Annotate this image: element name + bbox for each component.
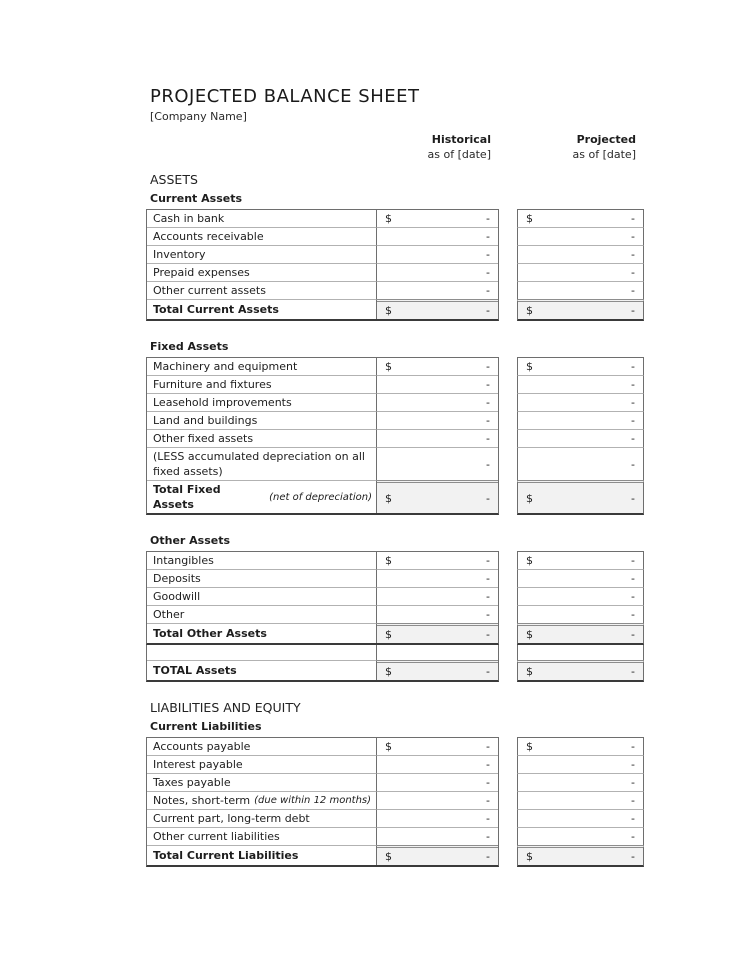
row-label: Machinery and equipment xyxy=(147,357,377,375)
table-fixed-assets xyxy=(146,357,644,515)
projected-value-cell[interactable]: - xyxy=(517,447,644,480)
projected-value-cell[interactable]: - xyxy=(517,827,644,845)
table-row xyxy=(146,569,644,587)
historical-date: as of [date] xyxy=(427,148,491,161)
projected-total-cell[interactable]: $ - xyxy=(517,623,644,645)
table-row xyxy=(146,551,644,569)
row-label: Total Fixed Assets (net of depreciation) xyxy=(147,480,377,513)
total-row xyxy=(146,623,644,645)
table-row xyxy=(146,357,644,375)
historical-value-cell[interactable]: - xyxy=(377,411,498,429)
section-title-liabilities: LIABILITIES AND EQUITY xyxy=(150,700,301,715)
historical-total-cell[interactable]: $ - xyxy=(377,623,498,643)
historical-value-cell[interactable] xyxy=(377,645,498,660)
row-label: Accounts receivable xyxy=(147,227,377,245)
table-row xyxy=(146,263,644,281)
grand-total-row xyxy=(146,660,644,682)
row-label: Total Other Assets xyxy=(147,623,377,643)
projected-value-cell[interactable]: - xyxy=(517,791,644,809)
row-label: Prepaid expenses xyxy=(147,263,377,281)
row-label: Total Current Liabilities xyxy=(147,845,377,865)
row-label: Deposits xyxy=(147,569,377,587)
projected-value-cell[interactable]: $ - xyxy=(517,551,644,569)
projected-label: Projected xyxy=(576,133,636,146)
table-current-assets xyxy=(146,209,644,321)
projected-value-cell[interactable]: - xyxy=(517,773,644,791)
table-row xyxy=(146,227,644,245)
projected-value-cell[interactable]: - xyxy=(517,569,644,587)
projected-value-cell[interactable]: - xyxy=(517,429,644,447)
label-note: (due within 12 months) xyxy=(254,795,372,806)
row-label: Notes, short-term (due within 12 months) xyxy=(147,791,377,809)
projected-total-cell[interactable]: $ - xyxy=(517,299,644,321)
row-label: Interest payable xyxy=(147,755,377,773)
projected-value-cell[interactable] xyxy=(517,645,644,660)
table-row xyxy=(146,605,644,623)
table-row xyxy=(146,245,644,263)
historical-value-cell[interactable]: - xyxy=(377,569,498,587)
heading-current-liabilities: Current Liabilities xyxy=(150,720,262,733)
table-row xyxy=(146,809,644,827)
table-row xyxy=(146,791,644,809)
row-label: Furniture and fixtures xyxy=(147,375,377,393)
historical-value-cell[interactable]: - xyxy=(377,755,498,773)
historical-value-cell[interactable]: - xyxy=(377,375,498,393)
table-row xyxy=(146,281,644,299)
row-label: (LESS accumulated depreciation on all fixed assets) xyxy=(147,447,377,480)
projected-value-cell[interactable]: - xyxy=(517,605,644,623)
historical-value-cell[interactable]: - xyxy=(377,791,498,809)
historical-column-header xyxy=(375,132,499,162)
table-row xyxy=(146,375,644,393)
historical-value-cell[interactable]: - xyxy=(377,245,498,263)
label-note: (net of depreciation) xyxy=(269,491,372,503)
projected-value-cell[interactable]: - xyxy=(517,393,644,411)
table-other-assets xyxy=(146,551,644,682)
table-row xyxy=(146,773,644,791)
row-label: Land and buildings xyxy=(147,411,377,429)
projected-value-cell[interactable]: - xyxy=(517,809,644,827)
historical-value-cell[interactable]: - xyxy=(377,263,498,281)
historical-value-cell[interactable]: - xyxy=(377,393,498,411)
projected-date: as of [date] xyxy=(572,148,636,161)
heading-fixed-assets: Fixed Assets xyxy=(150,340,229,353)
table-current-liabilities xyxy=(146,737,644,867)
historical-value-cell[interactable]: - xyxy=(377,429,498,447)
historical-value-cell[interactable]: $ - xyxy=(377,209,498,227)
table-row xyxy=(146,393,644,411)
historical-value-cell[interactable]: - xyxy=(377,281,498,299)
historical-total-cell[interactable]: $ - xyxy=(377,299,498,319)
table-row xyxy=(146,755,644,773)
historical-value-cell[interactable]: - xyxy=(377,227,498,245)
section-title-assets: ASSETS xyxy=(150,172,198,187)
projected-value-cell[interactable]: $ - xyxy=(517,209,644,227)
projected-value-cell[interactable]: - xyxy=(517,245,644,263)
projected-value-cell[interactable]: - xyxy=(517,411,644,429)
row-label: Other current assets xyxy=(147,281,377,299)
historical-total-cell[interactable]: $ - xyxy=(377,845,498,865)
total-row xyxy=(146,299,644,321)
table-row xyxy=(146,411,644,429)
row-label: Total Current Assets xyxy=(147,299,377,319)
projected-value-cell[interactable]: - xyxy=(517,227,644,245)
row-label: Inventory xyxy=(147,245,377,263)
row-label: Current part, long-term debt xyxy=(147,809,377,827)
historical-value-cell[interactable]: - xyxy=(377,605,498,623)
projected-column-header xyxy=(517,132,644,162)
projected-value-cell[interactable]: - xyxy=(517,281,644,299)
historical-value-cell[interactable]: - xyxy=(377,587,498,605)
row-label: Intangibles xyxy=(147,551,377,569)
row-label: Other fixed assets xyxy=(147,429,377,447)
projected-value-cell[interactable]: $ - xyxy=(517,357,644,375)
projected-value-cell[interactable]: - xyxy=(517,263,644,281)
historical-label: Historical xyxy=(431,133,491,146)
row-label: Other current liabilities xyxy=(147,827,377,845)
historical-total-cell[interactable]: $ - xyxy=(377,660,498,680)
table-row xyxy=(146,587,644,605)
projected-value-cell[interactable]: $ - xyxy=(517,737,644,755)
projected-total-cell[interactable]: $ - xyxy=(517,480,644,515)
historical-value-cell[interactable]: $ - xyxy=(377,737,498,755)
projected-total-cell[interactable]: $ - xyxy=(517,845,644,867)
row-label: Accounts payable xyxy=(147,737,377,755)
row-label: Other xyxy=(147,605,377,623)
total-row xyxy=(146,480,644,515)
column-headers xyxy=(146,132,750,162)
row-label xyxy=(147,645,377,660)
row-label: Cash in bank xyxy=(147,209,377,227)
projected-value-cell[interactable]: - xyxy=(517,587,644,605)
historical-value-cell[interactable]: - xyxy=(377,827,498,845)
projected-value-cell[interactable]: - xyxy=(517,755,644,773)
row-label: TOTAL Assets xyxy=(147,660,377,680)
table-row xyxy=(146,827,644,845)
historical-total-cell[interactable]: $ - xyxy=(377,480,498,513)
historical-value-cell[interactable]: - xyxy=(377,773,498,791)
table-row xyxy=(146,737,644,755)
heading-current-assets: Current Assets xyxy=(150,192,243,205)
row-label: Goodwill xyxy=(147,587,377,605)
heading-other-assets: Other Assets xyxy=(150,534,231,547)
table-row xyxy=(146,209,644,227)
table-row-depreciation xyxy=(146,447,644,480)
row-label: Leasehold improvements xyxy=(147,393,377,411)
table-row xyxy=(146,429,644,447)
total-row xyxy=(146,845,644,867)
page-title: PROJECTED BALANCE SHEET xyxy=(150,86,420,107)
row-label: Taxes payable xyxy=(147,773,377,791)
historical-value-cell[interactable]: $ - xyxy=(377,551,498,569)
historical-value-cell[interactable]: - xyxy=(377,447,498,480)
projected-total-cell[interactable]: $ - xyxy=(517,660,644,682)
projected-value-cell[interactable]: - xyxy=(517,375,644,393)
company-name: [Company Name] xyxy=(150,110,247,123)
historical-value-cell[interactable]: $ - xyxy=(377,357,498,375)
historical-value-cell[interactable]: - xyxy=(377,809,498,827)
spacer-row xyxy=(146,645,644,660)
